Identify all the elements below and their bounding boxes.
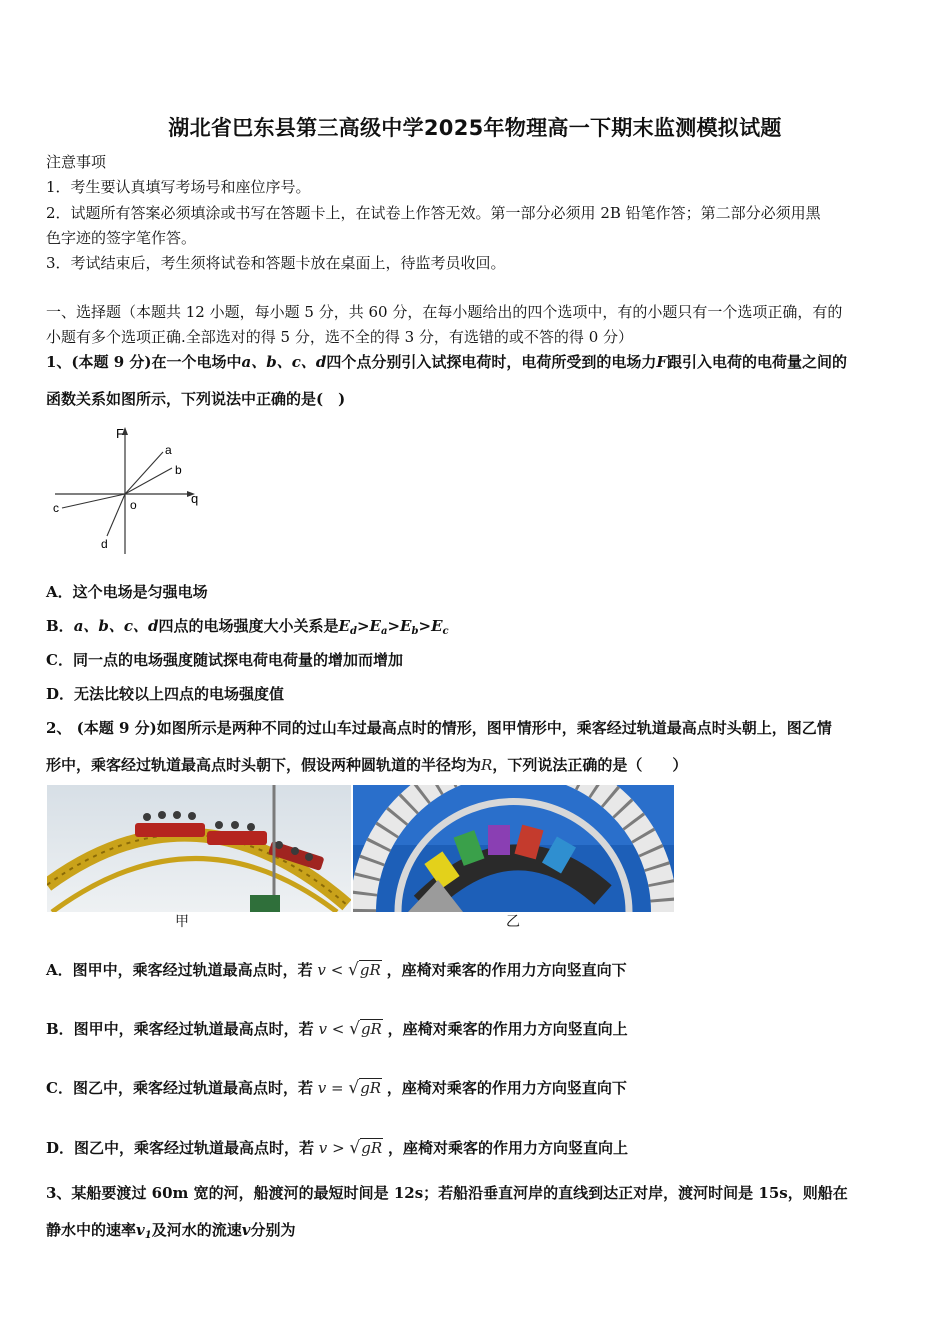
q1-option-d: D．无法比较以上四点的电场强度值 — [46, 685, 285, 703]
q2-stem-line-2-prefix: 形中，乘客经过轨道最高点时头朝下，假设两种圆轨道的半径均为 — [46, 756, 482, 774]
q1-stem-line-2: 函数关系如图所示，下列说法中正确的是( ) — [46, 390, 346, 408]
q2-option-d-suffix: ，座椅对乘客的作用力方向竖直向上 — [387, 1139, 628, 1157]
q1-force-charge-graph — [50, 424, 210, 556]
q2-stem-line-1: 2、 (本题 9 分)如图所示是两种不同的过山车过最高点时的情形，图甲情形中，乘客经过轨道最高点时头朝上，图乙情 — [46, 719, 832, 737]
q1-option-b-points: a、b、c、d — [73, 617, 159, 635]
q2-option-c — [46, 1078, 908, 1097]
photo-jia-car-2 — [207, 831, 267, 845]
formula-v: v — [318, 1020, 327, 1038]
q2-option-d-prefix: D．图乙中，乘客经过轨道最高点时，若 — [46, 1139, 315, 1157]
q3-stem-line-2 — [46, 1221, 908, 1245]
formula-gR: gR — [360, 1020, 382, 1038]
q2-option-c-suffix: ，座椅对乘客的作用力方向竖直向下 — [386, 1079, 627, 1097]
graph-label-a: a — [165, 443, 172, 457]
q1-points: a、b、c、d — [241, 353, 327, 371]
q1-stem-prefix: 1、(本题 9 分)在一个电场中 — [46, 353, 242, 371]
q2-option-a — [46, 960, 908, 979]
q2-option-a-suffix: ，座椅对乘客的作用力方向竖直向下 — [386, 961, 627, 979]
formula-v: v — [318, 1139, 328, 1157]
formula-v: v — [317, 1079, 327, 1097]
q1-force-var: F — [656, 353, 668, 371]
q1-option-a: A．这个电场是匀强电场 — [46, 583, 208, 601]
section-intro-line-1: 一、选择题（本题共 12 小题，每小题 5 分，共 60 分，在每小题给出的四个选项中，有的小题只有一个选项正确，有的 — [46, 303, 843, 321]
photo-caption-yi: 乙 — [506, 914, 520, 930]
graph-line-a — [125, 452, 163, 494]
formula-operator: = — [331, 1079, 344, 1097]
formula-v: v — [317, 961, 326, 979]
section-intro-line-2: 小题有多个选项正确.全部选对的得 5 分，选不全的得 3 分，有选错的或不答的得 0 分） — [46, 328, 634, 346]
q2-option-b-suffix: ，座椅对乘客的作用力方向竖直向上 — [387, 1020, 628, 1038]
notice-item-2-line-2: 色字迹的签字笔作答。 — [46, 229, 197, 247]
photo-caption-jia: 甲 — [175, 914, 189, 930]
q1-option-b-relation: $E_d>E_a>E_b>E_c$ — [338, 617, 449, 637]
photo-jia-car-1 — [135, 823, 205, 837]
q2-option-b-formula: v < √gR — [318, 1019, 382, 1039]
q1-option-b — [46, 617, 908, 641]
q1-stem-line-1 — [46, 353, 908, 371]
graph-line-b — [125, 468, 172, 494]
q2-option-a-formula: v < √gR — [317, 960, 381, 980]
q2-option-d — [46, 1138, 908, 1157]
formula-gR: gR — [361, 1139, 383, 1157]
q3-stem-line-2-mid: 及河水的流速 — [151, 1221, 242, 1239]
formula-gR: gR — [360, 1079, 382, 1097]
q2-option-b — [46, 1019, 908, 1038]
graph-label-c: c — [53, 501, 59, 515]
graph-line-d — [107, 494, 125, 536]
q2-stem-line-2-suffix: ，下列说法正确的是（ ） — [492, 756, 688, 774]
graph-line-c — [62, 494, 125, 508]
notice-item-1: 1．考生要认真填写考场号和座位序号。 — [46, 178, 311, 196]
graph-label-q: q — [191, 491, 199, 506]
q1-stem-suffix: 跟引入电荷的电荷量之间的 — [667, 353, 848, 371]
formula-operator: > — [332, 1139, 345, 1157]
q3-stem-line-2-prefix: 静水中的速率 — [46, 1221, 137, 1239]
notice-heading: 注意事项 — [46, 153, 107, 171]
graph-label-b: b — [175, 463, 182, 477]
q1-stem-mid: 四个点分别引入试探电荷时，电荷所受到的电场力 — [326, 353, 657, 371]
q2-option-c-prefix: C．图乙中，乘客经过轨道最高点时，若 — [46, 1079, 313, 1097]
q1-option-c: C．同一点的电场强度随试探电荷电荷量的增加而增加 — [46, 651, 403, 669]
roller-coaster-photo-jia — [47, 785, 351, 912]
formula-operator: < — [331, 1020, 345, 1038]
q1-option-b-text: 四点的电场强度大小关系是 — [158, 617, 339, 635]
q3-v: v — [241, 1221, 251, 1239]
formula-gR: gR — [359, 961, 381, 979]
q3-stem-line-2-suffix: 分别为 — [250, 1221, 296, 1239]
q3-v1: $v_1$ — [136, 1221, 152, 1241]
graph-label-origin: o — [130, 498, 137, 512]
q2-option-a-prefix: A．图甲中，乘客经过轨道最高点时，若 — [46, 961, 313, 979]
graph-label-F: F — [116, 426, 124, 441]
q2-stem-line-2 — [46, 756, 908, 774]
q3-stem-line-1: 3、某船要渡过 60m 宽的河，船渡河的最短时间是 12s；若船沿垂直河岸的直线到达正对岸，渡河时间是 15s，则船在 — [46, 1184, 848, 1202]
q2-option-d-formula: v > √gR — [318, 1138, 383, 1158]
q2-radius-var: R — [481, 756, 493, 774]
notice-item-2-line-1: 2．试题所有答案必须填涂或书写在答题卡上，在试卷上作答无效。第一部分必须用 2B 铅笔作答；第二部分必须用黑 — [46, 204, 821, 222]
photo-jia-foliage — [250, 895, 280, 912]
graph-label-d: d — [101, 537, 108, 551]
notice-item-3: 3．考试结束后，考生须将试卷和答题卡放在桌面上，待监考员收回。 — [46, 254, 506, 272]
page-title: 湖北省巴东县第三高级中学2025年物理高一下期末监测模拟试题 — [168, 116, 782, 140]
roller-coaster-photo-yi — [353, 785, 674, 912]
formula-operator: < — [330, 961, 344, 979]
q1-option-b-prefix: B． — [46, 617, 74, 635]
q2-option-b-prefix: B．图甲中，乘客经过轨道最高点时，若 — [46, 1020, 314, 1038]
q2-option-c-formula: v = √gR — [317, 1078, 382, 1098]
